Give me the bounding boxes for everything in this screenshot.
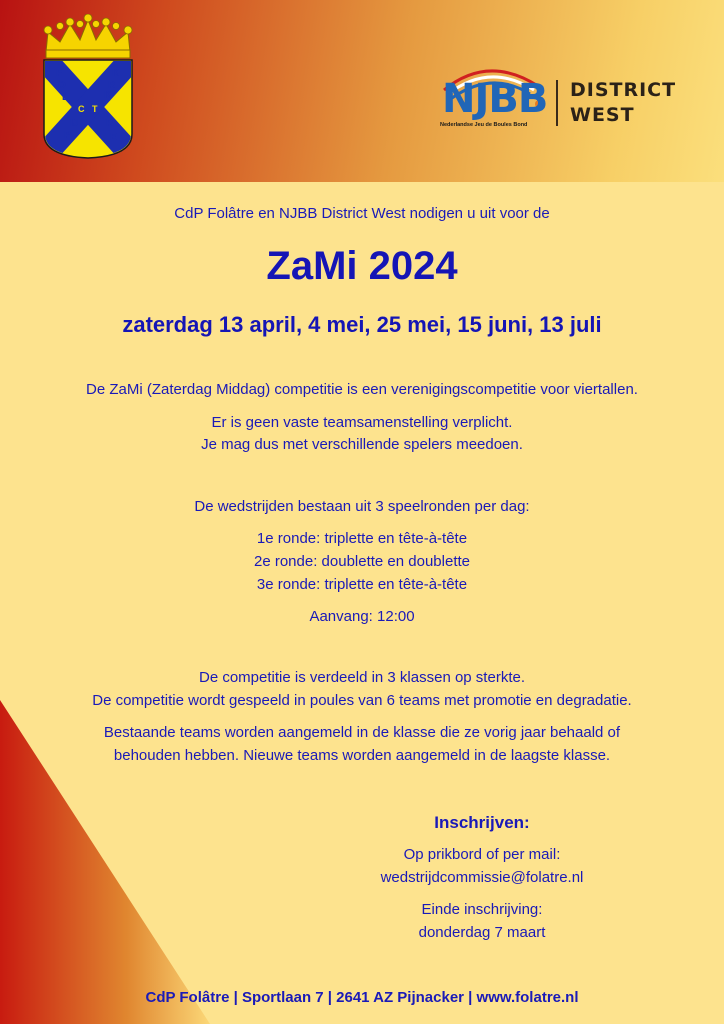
page-title: ZaMi 2024 [266, 244, 458, 288]
district-line: WEST [570, 104, 635, 126]
deadline-date: donderdag 7 maart [418, 924, 546, 941]
district-west-label [570, 78, 676, 128]
registration-heading: Inschrijven: [434, 813, 530, 832]
crest-letter: P [64, 130, 71, 141]
crest-letter: L [62, 92, 69, 103]
round-line: 1e ronde: triplette en tête-à-tête [256, 530, 468, 547]
start-time: Aanvang: 12:00 [309, 608, 415, 625]
teams-line: behouden hebben. Nieuwe teams worden aangemeld in de laagste klasse. [113, 747, 611, 764]
team-text-line: Je mag dus met verschillende spelers meedoen. [201, 436, 523, 453]
round-line: 3e ronde: triplette en tête-à-tête [256, 576, 468, 593]
crest-letter: F [56, 68, 63, 79]
classes-line: De competitie wordt gespeeld in poules van 6 teams met promotie en degradatie. [92, 692, 632, 709]
njbb-logo-subtitle: Nederlandse Jeu de Boules Bond [440, 122, 528, 128]
crest-letter: O [58, 80, 66, 91]
registration-method: Op prikbord of per mail: [403, 846, 561, 863]
crest-letter: K [112, 68, 120, 79]
crest-letter: T [92, 104, 98, 114]
deadline-label: Einde inschrijving: [421, 901, 543, 918]
crest-letter: E [110, 132, 117, 143]
intro-text: De ZaMi (Zaterdag Middag) competitie is een verenigingscompetitie voor viertallen. [86, 381, 638, 398]
crest-letter: C [78, 104, 85, 114]
njbb-logo-text: NJBB [442, 76, 548, 122]
crest-letter: K [104, 90, 112, 101]
rounds-intro: De wedstrijden bestaan uit 3 speelronden per dag: [194, 498, 530, 515]
classes-line: De competitie is verdeeld in 3 klassen op sterkte. [199, 669, 525, 686]
round-line: 2e ronde: doublette en doublette [253, 553, 470, 570]
footer-address: CdP Folâtre | Sportlaan 7 | 2641 AZ Pijnacker | www.folatre.nl [145, 989, 579, 1006]
district-line: DISTRICT [570, 79, 677, 101]
logo-separator [556, 80, 558, 126]
invite-line: CdP Folâtre en NJBB District West nodigen u uit voor de [174, 205, 550, 222]
teams-line: Bestaande teams worden aangemeld in de klasse die ze vorig jaar behaald of [103, 724, 621, 741]
folatre-crest-logo [40, 14, 136, 160]
crest-letter: R [108, 80, 116, 91]
team-text-line: Er is geen vaste teamsamenstelling verplicht. [211, 414, 513, 431]
registration-email[interactable]: wedstrijdcommissie@folatre.nl [380, 869, 584, 886]
crest-letter: R [106, 118, 114, 129]
event-dates: zaterdag 13 april, 4 mei, 25 mei, 15 juni, 13 juli [122, 312, 602, 337]
crest-letter: IJ [70, 118, 79, 129]
